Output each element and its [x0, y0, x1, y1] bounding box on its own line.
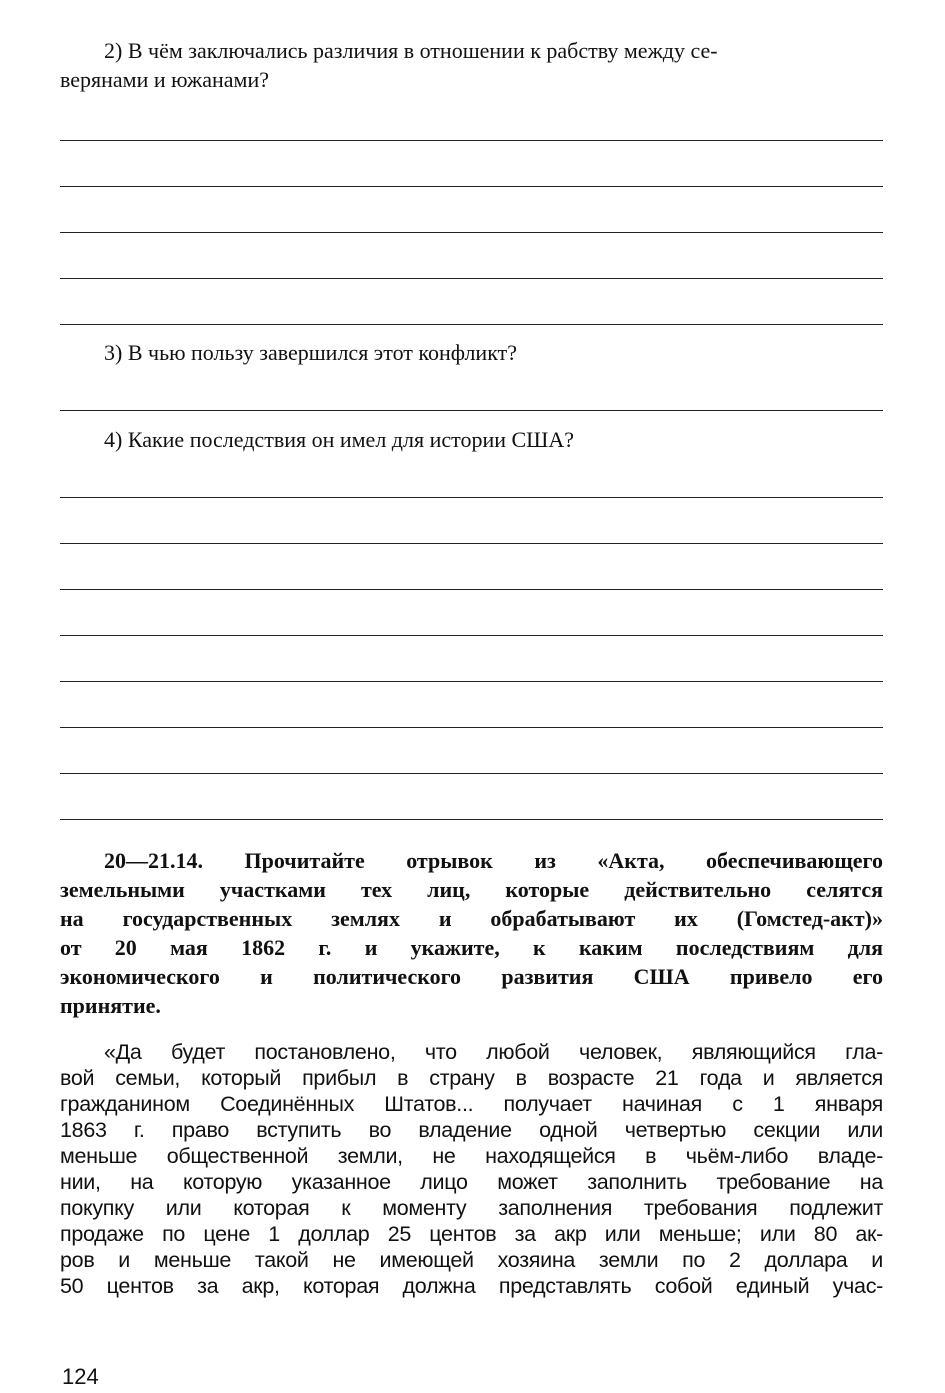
excerpt-line: покупку или которая к моменту заполнения требования подлежит: [60, 1196, 883, 1220]
excerpt-line: вой семьи, который прибыл в страну в возрасте 21 года и является: [60, 1066, 883, 1090]
answer-line[interactable]: [60, 819, 883, 820]
answer-line[interactable]: [60, 681, 883, 682]
answer-line[interactable]: [60, 635, 883, 636]
question-3: 3) В чью пользу завершился этот конфликт?: [104, 340, 517, 365]
answer-line[interactable]: [60, 773, 883, 774]
excerpt-line: 50 центов за акр, которая должна представлять собой единый учас-: [60, 1274, 883, 1298]
answer-line[interactable]: [60, 140, 883, 141]
excerpt-line: ров и меньше такой не имеющей хозяина земли по 2 доллара и: [60, 1248, 883, 1272]
answer-line[interactable]: [60, 278, 883, 279]
page-number: 124: [62, 1364, 99, 1389]
excerpt-line: нии, на которую указанное лицо может заполнить требование на: [60, 1170, 883, 1194]
task-heading-line: 20—21.14. Прочитайте отрывок из «Акта, обеспечивающего: [104, 848, 883, 873]
task-heading-line: экономического и политического развития США привело его: [60, 964, 883, 989]
question-4: 4) Какие последствия он имел для истории США?: [104, 427, 575, 452]
excerpt-line: меньше общественной земли, не находящейся в чьём-либо владе-: [60, 1144, 883, 1168]
task-heading-line: принятие.: [60, 993, 161, 1018]
answer-line[interactable]: [60, 543, 883, 544]
task-heading-line: земельными участками тех лиц, которые действительно селятся: [60, 877, 883, 902]
answer-line[interactable]: [60, 589, 883, 590]
answer-line[interactable]: [60, 186, 883, 187]
task-heading-line: на государственных землях и обрабатывают их (Гомстед-акт)»: [60, 906, 883, 931]
answer-line[interactable]: [60, 232, 883, 233]
excerpt-line: гражданином Соединённых Штатов... получает начиная с 1 января: [60, 1092, 883, 1116]
answer-line[interactable]: [60, 410, 883, 411]
answer-line[interactable]: [60, 497, 883, 498]
answer-line[interactable]: [60, 324, 883, 325]
question-2-line-1: 2) В чём заключались различия в отношении к рабству между се-: [104, 38, 718, 63]
question-2-line-2: верянами и южанами?: [60, 67, 269, 92]
excerpt-line: продаже по цене 1 доллар 25 центов за акр или меньше; или 80 ак-: [60, 1222, 883, 1246]
excerpt-line: «Да будет постановлено, что любой человек, являющийся гла-: [104, 1040, 883, 1064]
excerpt-line: 1863 г. право вступить во владение одной четвертью секции или: [60, 1118, 883, 1142]
task-heading-line: от 20 мая 1862 г. и укажите, к каким последствиям для: [60, 935, 883, 960]
answer-line[interactable]: [60, 727, 883, 728]
